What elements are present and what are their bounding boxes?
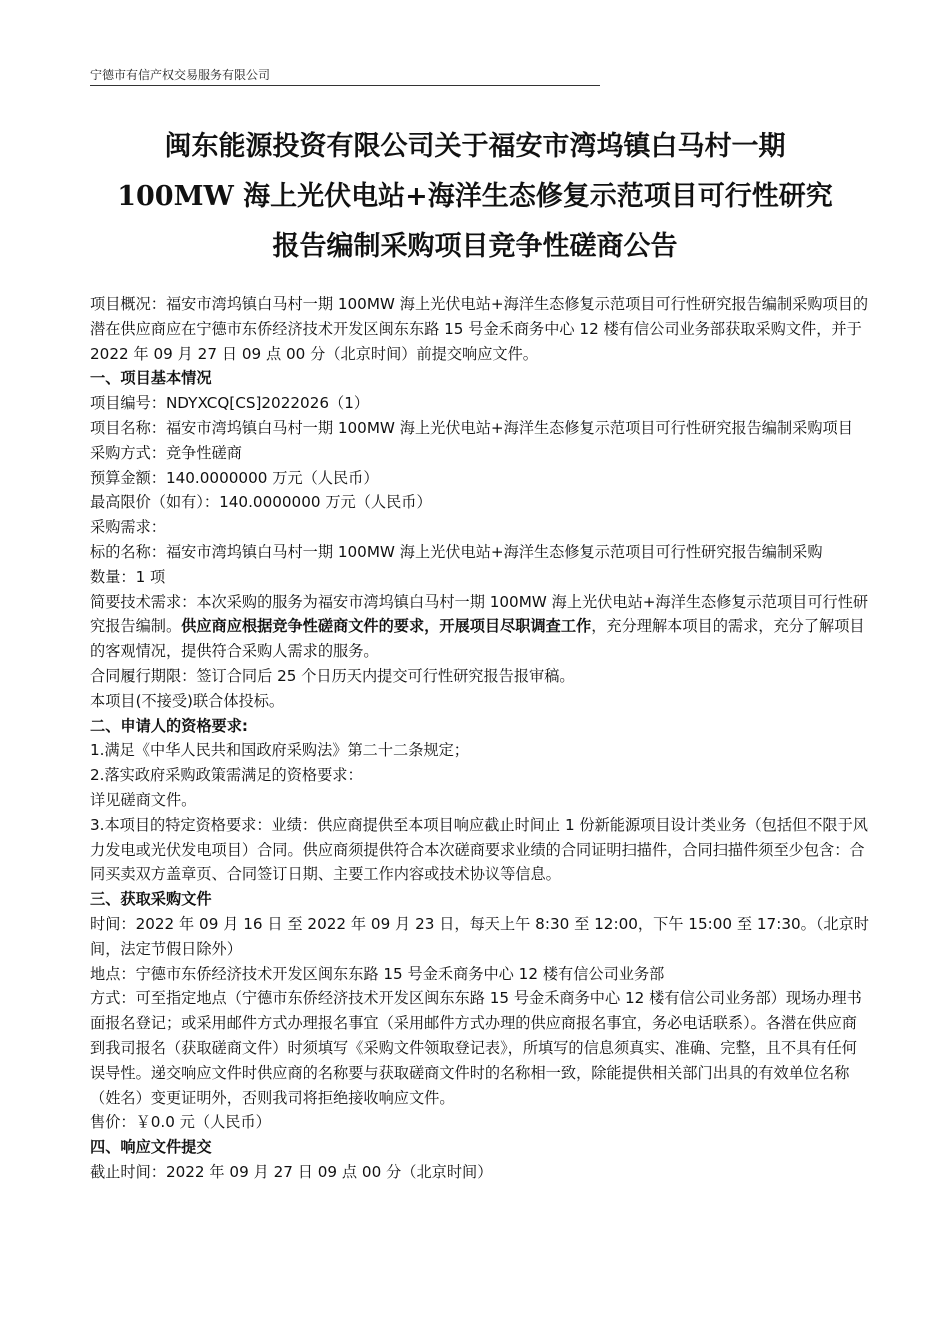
- budget-amount: 预算金额：140.0000000 万元（人民币）: [90, 468, 379, 487]
- section-4-heading: 四、响应文件提交: [90, 1138, 212, 1157]
- quantity: 数量：1 项: [90, 567, 166, 586]
- page-header-company: 宁德市有信产权交易服务有限公司: [90, 66, 600, 86]
- section-3-heading: 三、获取采购文件: [90, 890, 212, 909]
- tech-req-bold: 供应商应根据竞争性磋商文件的要求，开展项目尽职调查工作: [181, 617, 592, 636]
- consortium-note: 本项目(不接受)联合体投标。: [90, 691, 285, 710]
- acquisition-method: 方式：可至指定地点（宁德市东侨经济技术开发区闽东东路 15 号金禾商务中心 12 楼有信公司业务部）现场办理书面报名登记；或采用邮件方式办理报名事宜（采用邮件方式办理的供应商报名事宜，务必电话联系）。各潜在供应商到我司报名（获取磋商文件）时须填写《采购文件领取登记表》，所填写的信息须真实、准确、完整，且不具有任何误导性。递交响应文件时供应商的名称要与获取磋商文件时的名称相一致，除能提供相关部门出具的有效单位名称（姓名）变更证明外，否则我司将拒绝接收响应文件。: [90, 989, 862, 1107]
- contract-period: 合同履行期限：签订合同后 25 个日历天内提交可行性研究报告报审稿。: [90, 666, 575, 685]
- document-price: 售价：￥0.0 元（人民币）: [90, 1113, 271, 1132]
- section-2-heading: 二、申请人的资格要求:: [90, 716, 248, 735]
- title-line-3: 报告编制采购项目竞争性磋商公告: [272, 231, 678, 262]
- submission-deadline: 截止时间：2022 年 09 月 27 日 09 点 00 分（北京时间）: [90, 1162, 493, 1181]
- tech-req-text-1: 简要技术需求：本次采购的服务为福安市湾坞镇白马村一期 100MW 海上光伏电站+海洋生态修复示范项目可行性研究报告编制。: [90, 592, 869, 636]
- document-body: [90, 292, 870, 1185]
- technical-requirements: [90, 590, 870, 664]
- requirement-2-detail: 详见磋商文件。: [90, 790, 197, 809]
- target-name: 标的名称：福安市湾坞镇白马村一期 100MW 海上光伏电站+海洋生态修复示范项目可行性研究报告编制采购: [90, 542, 823, 561]
- requirement-3: 3.本项目的特定资格要求：业绩：供应商提供至本项目响应截止时间止 1 份新能源项目设计类业务（包括但不限于风力发电或光伏发电项目）合同。供应商须提供符合本次磋商要求业绩的合同证明扫描件，合同扫描件须至少包含：合同买卖双方盖章页、合同签订日期、主要工作内容或技术协议等信息。: [90, 815, 868, 884]
- procurement-demand-label: 采购需求：: [90, 518, 166, 537]
- title-line-1: 闽东能源投资有限公司关于福安市湾坞镇白马村一期: [164, 131, 786, 162]
- project-name: 项目名称：福安市湾坞镇白马村一期 100MW 海上光伏电站+海洋生态修复示范项目可行性研究报告编制采购项目: [90, 418, 853, 437]
- acquisition-place: 地点：宁德市东侨经济技术开发区闽东东路 15 号金禾商务中心 12 楼有信公司业务部: [90, 964, 665, 983]
- acquisition-time: 时间：2022 年 09 月 16 日 至 2022 年 09 月 23 日，每天上午 8:30 至 12:00，下午 15:00 至 17:30。（北京时间，法定节假日除外）: [90, 914, 869, 958]
- requirement-2: 2.落实政府采购政策需满足的资格要求：: [90, 766, 363, 785]
- project-overview: 项目概况：福安市湾坞镇白马村一期 100MW 海上光伏电站+海洋生态修复示范项目可行性研究报告编制采购项目的潜在供应商应在宁德市东侨经济技术开发区闽东东路 15 号金禾商务中心 12 楼有信公司业务部获取采购文件，并于 2022 年 09 月 27 日 09 点 00 分（北京时间）前提交响应文件。: [90, 295, 869, 363]
- tech-req-text-2: ，充分理解本项目的需求，充分了解项目的客观情况，提供符合采购人需求的服务。: [90, 617, 865, 661]
- project-number: 项目编号：NDYXCQ[CS]2022026（1）: [90, 394, 370, 413]
- document-title: [70, 122, 880, 272]
- requirement-1: 1.满足《中华人民共和国政府采购法》第二十二条规定；: [90, 741, 469, 760]
- section-1-heading: 一、项目基本情况: [90, 369, 212, 388]
- title-line-2: 100MW 海上光伏电站+海洋生态修复示范项目可行性研究: [117, 181, 833, 212]
- max-price: 最高限价（如有）：140.0000000 万元（人民币）: [90, 493, 432, 512]
- procurement-method: 采购方式：竞争性磋商: [90, 443, 242, 462]
